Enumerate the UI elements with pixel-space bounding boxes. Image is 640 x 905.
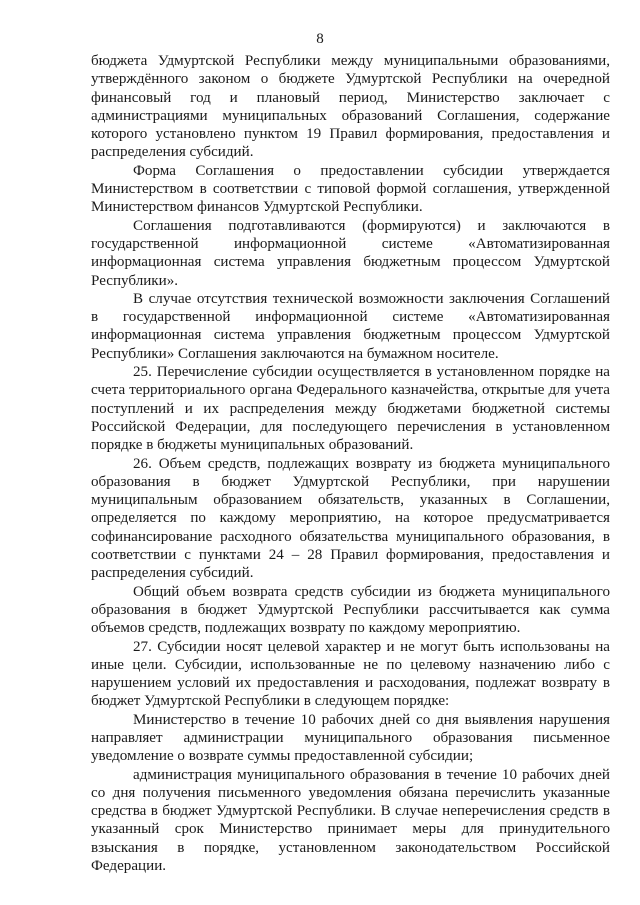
document-body <box>91 52 610 875</box>
paragraph-ministry-notice: Министерство в течение 10 рабочих дней со дня выявления нарушения направляет администрации муниципального образования письменное уведомление о возврате суммы предоставленной субсидии; <box>91 711 610 765</box>
paragraph-item-27: 27. Субсидии носят целевой характер и не могут быть использованы на иные цели. Субсидии, использованные не по целевому назначению либо с нарушением условий их предоставления и расходования, подлежат возврату в бюджет Удмуртской Республики в следующем порядке: <box>91 638 610 710</box>
page-number: 8 <box>316 31 324 47</box>
paragraph-item-25: 25. Перечисление субсидии осуществляется в установленном порядке на счета территориального органа Федерального казначейства, открытые для учета поступлений и их распределения между бюджетами бюджетной системы Российской Федерации, для последующего перечисления в установленном порядке в бюджеты муниципальных образований. <box>91 364 610 454</box>
paragraph-agreements-system: Соглашения подготавливаются (формируются) и заключаются в государственной информационной системе «Автоматизированная информационная система управления бюджетным процессом Удмуртской Республики». <box>91 217 610 289</box>
paragraph-paper-agreements: В случае отсутствия технической возможности заключения Соглашений в государственной информационной системе «Автоматизированная информационная система управления бюджетным процессом Удмуртской Республики» Соглашения заключаются на бумажном носителе. <box>91 290 610 362</box>
paragraph-total-return: Общий объем возврата средств субсидии из бюджета муниципального образования в бюджет Удмуртской Республики рассчитывается как сумма объемов средств, подлежащих возврату по каждому мероприятию. <box>91 583 610 637</box>
paragraph-continuation: бюджета Удмуртской Республики между муниципальными образованиями, утверждённого законом о бюджете Удмуртской Республики на очередной финансовый год и плановый период, Министерство заключает с администрациями муниципальных образований Соглашения, содержание которого установлено пунктом 19 Правил формирования, предоставления и распределения субсидий. <box>91 53 610 161</box>
paragraph-item-26: 26. Объем средств, подлежащих возврату из бюджета муниципального образования в бюджет Удмуртской Республики, при нарушении муниципальным образованием обязательств, указанных в Соглашении, определяется по каждому мероприятию, на которое предусматривается софинансирование расходного обязательства муниципального образования, в соответствии с пунктами 24 – 28 Правил формирования, предоставления и распределения субсидий. <box>91 455 610 582</box>
paragraph-agreement-form: Форма Соглашения о предоставлении субсидии утверждается Министерством в соответствии с типовой формой соглашения, утвержденной Министерством финансов Удмуртской Республики. <box>91 162 610 216</box>
paragraph-administration-duty: администрация муниципального образования в течение 10 рабочих дней со дня получения письменного уведомления обязана перечислить указанные средства в бюджет Удмуртской Республики. В случае неперечисления средств в указанный срок Министерство принимает меры для принудительного взыскания в порядке, установленном законодательством Российской Федерации. <box>91 766 610 875</box>
